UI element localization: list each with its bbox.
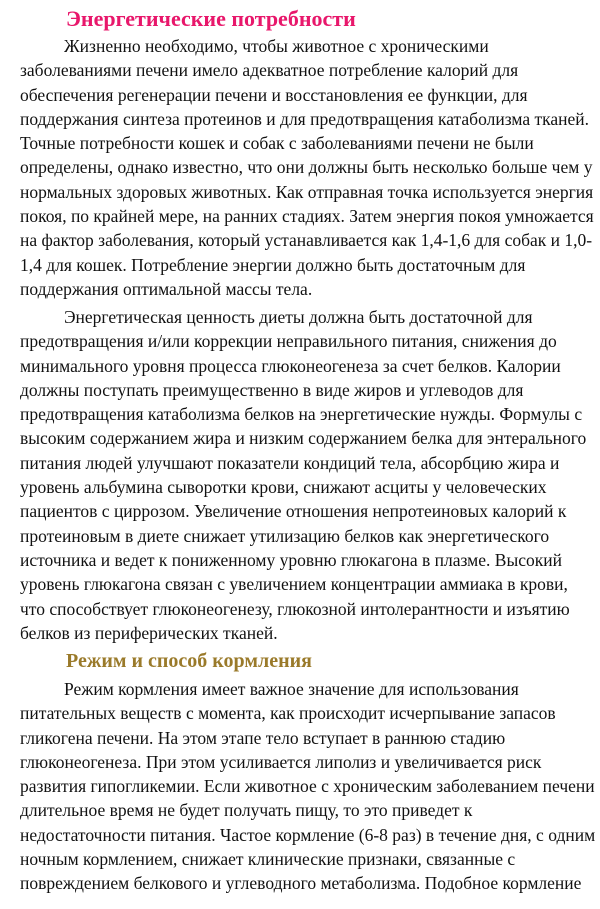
text-line: пациентов с циррозом. Увеличение отношения непротеиновых калорий к bbox=[20, 501, 567, 522]
text-line: обеспечения регенерации печени и восстановления ее функции, для bbox=[20, 84, 528, 105]
text-line: длительное время не будет получать пищу, то это приведет к bbox=[20, 800, 473, 821]
section-heading-feeding-regime: Режим и способ кормления bbox=[66, 650, 312, 672]
text-line: уровень альбумина сыворотки крови, снижают асциты у человеческих bbox=[20, 477, 547, 498]
text-line: определены, однако известно, что они должны быть несколько больше чем у bbox=[20, 157, 593, 178]
text-line: источника и ведет к пониженному уровню глюкагона в плазме. Высокий bbox=[20, 549, 562, 570]
text-line: белков из периферических тканей. bbox=[20, 622, 278, 643]
text-line: поддержания оптимальной массы тела. bbox=[20, 278, 313, 299]
paragraph-diet-energy-value bbox=[20, 305, 592, 645]
paragraph-feeding-regime bbox=[20, 677, 596, 896]
text-line: уровень глюкагона связан с увеличением концентрации аммиака в крови, bbox=[20, 574, 568, 595]
text-line: минимального уровня процесса глюконеогенеза за счет белков. Калории bbox=[20, 355, 561, 376]
text-line: покоя, по крайней мере, на ранних стадиях. Затем энергия покоя умножается bbox=[20, 206, 594, 227]
text-line: 1,4 для кошек. Потребление энергии должно быть достаточным для bbox=[20, 254, 526, 275]
text-line: Жизненно необходимо, чтобы животное с хроническими bbox=[64, 36, 489, 56]
text-line: Режим кормления имеет важное значение для использования bbox=[64, 679, 519, 699]
text-line: предотвращения и/или коррекции неправильного питания, снижения до bbox=[20, 331, 557, 352]
text-line: заболеваниями печени имело адекватное потребление калорий для bbox=[20, 60, 519, 81]
text-line: развития гипогликемии. Если животное с хроническим заболеванием печени bbox=[20, 776, 595, 797]
text-line: протеиновым в диете снижает утилизацию белков как энергетического bbox=[20, 525, 550, 546]
text-line: повреждением белкового и углеводного метаболизма. Подобное кормление bbox=[20, 873, 582, 894]
text-line: Энергетическая ценность диеты должна быть достаточной для bbox=[64, 307, 533, 327]
text-line: ночным кормлением, снижает клинические признаки, связанные с bbox=[20, 849, 516, 870]
text-line: питания людей улучшают показатели кондиций тела, абсорбцию жира и bbox=[20, 452, 560, 473]
text-line: Точные потребности кошек и собак с заболеваниями печени не были bbox=[20, 133, 534, 154]
text-line: высоким содержанием жира и низким содержанием белка для энтерального bbox=[20, 428, 587, 449]
text-line: что способствует глюконеогенезу, глюкозной интолерантности и изъятию bbox=[20, 598, 570, 619]
text-line: нормальных здоровых животных. Как отправная точка используется энергия bbox=[20, 181, 594, 202]
text-line: на фактор заболевания, который устанавливается как 1,4-1,6 для собак и 1,0- bbox=[20, 230, 593, 251]
text-line: поддержания синтеза протеинов и для предотвращения катаболизма тканей. bbox=[20, 108, 589, 129]
text-line: недостаточности питания. Частое кормление (6-8 раз) в течение дня, с одним bbox=[20, 824, 596, 845]
text-line: гликогена печени. На этом этапе тело вступает в раннюю стадию bbox=[20, 727, 506, 748]
text-line: предотвращения катаболизма белков на энергетические нужды. Формулы с bbox=[20, 404, 583, 425]
text-line: должны поступать преимущественно в виде жиров и углеводов для bbox=[20, 379, 524, 400]
text-line: питательных веществ с момента, как происходит исчерпывание запасов bbox=[20, 703, 556, 724]
paragraph-energy-intake bbox=[20, 34, 592, 301]
text-line: глюконеогенеза. При этом усиливается липолиз и увеличивается риск bbox=[20, 751, 542, 772]
section-heading-energy-needs: Энергетические потребности bbox=[66, 6, 356, 31]
